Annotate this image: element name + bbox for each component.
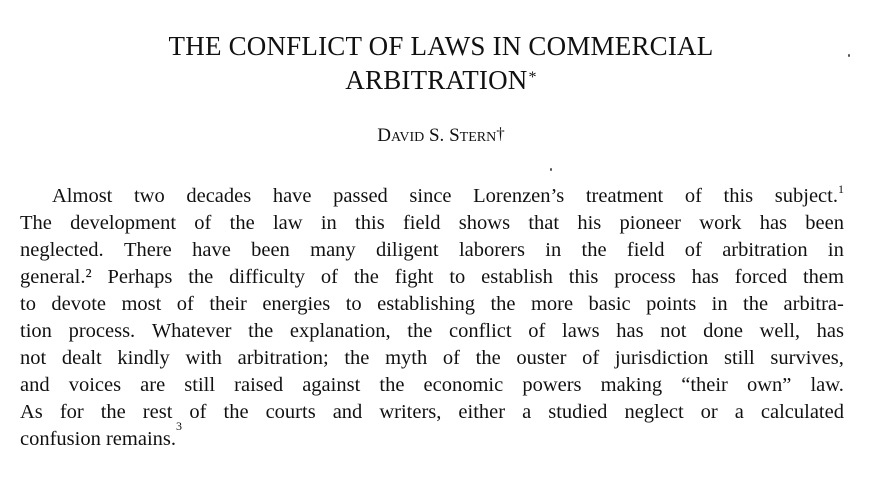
word: in (320, 212, 337, 234)
paragraph-line (20, 372, 844, 399)
word: the (100, 401, 126, 423)
word: neglect (624, 401, 684, 423)
word: has (616, 320, 644, 342)
word: of (684, 185, 702, 207)
word: myth (385, 347, 428, 369)
word: and (332, 401, 363, 423)
author-last-smallcaps: TERN (459, 130, 497, 145)
word: still (184, 374, 216, 396)
word: of (320, 266, 338, 288)
word: own” (746, 374, 792, 396)
paragraph-line (20, 419, 844, 453)
article-title-text: ARBITRATION (345, 65, 528, 95)
word: diligent (375, 239, 439, 261)
word: points (646, 293, 697, 315)
word: neglected. (20, 239, 104, 261)
paragraph-line (20, 210, 844, 237)
word: his (577, 212, 602, 234)
word: pioneer (619, 212, 682, 234)
word: a (522, 401, 532, 423)
word: Whatever (151, 320, 232, 342)
word: dealt (61, 347, 102, 369)
word: not (20, 347, 47, 369)
word: arbitration (722, 239, 808, 261)
word: energies (262, 293, 331, 315)
word: subject.$^1$ (774, 182, 844, 207)
word: explanation, (289, 320, 391, 342)
word: making (600, 374, 663, 396)
word: shows (458, 212, 511, 234)
word: decades (186, 185, 252, 207)
word: to (20, 293, 36, 315)
word: to (345, 293, 362, 315)
word: As (20, 401, 43, 423)
author-footnote-mark: † (496, 124, 505, 143)
word: the (407, 320, 433, 342)
word: or (700, 401, 718, 423)
word: treatment (585, 185, 664, 207)
word: process (614, 266, 676, 288)
word: difficulty (229, 266, 306, 288)
footnote-ref: 1 (837, 182, 844, 196)
word: the (581, 239, 607, 261)
word: raised (234, 374, 284, 396)
word: that (528, 212, 560, 234)
word: development (70, 212, 177, 234)
footnote-ref: 3 (176, 419, 182, 433)
scan-speck (550, 168, 552, 171)
author-byline (0, 122, 882, 150)
word: law. (810, 374, 844, 396)
word: are (140, 374, 166, 396)
word: been (251, 239, 290, 261)
word: “their (681, 374, 728, 396)
word: process. (68, 320, 136, 342)
word: have (192, 239, 231, 261)
author-middle: S. (424, 125, 450, 146)
paragraph-line (20, 399, 844, 426)
word: the (490, 293, 516, 315)
word: Almost (52, 185, 113, 207)
word: not (660, 320, 687, 342)
word: conflict (448, 320, 512, 342)
word: with (185, 347, 222, 369)
word: calculated (760, 401, 844, 423)
word: of (528, 320, 546, 342)
word: in (827, 239, 844, 261)
word: Lorenzen’s (473, 185, 565, 207)
article-title-line-1: THE CONFLICT OF LAWS IN COMMERCIAL (168, 31, 714, 61)
word: laws (562, 320, 600, 342)
word: the (379, 374, 405, 396)
paragraph-line (20, 183, 844, 210)
word: the (188, 266, 214, 288)
word: the (353, 266, 379, 288)
word: economic (423, 374, 504, 396)
word: of (442, 347, 460, 369)
word: against (302, 374, 361, 396)
word: kindly (117, 347, 170, 369)
word: writers, (379, 401, 442, 423)
word: of (176, 293, 194, 315)
word: either (458, 401, 506, 423)
word: the (223, 401, 249, 423)
word: rest (142, 401, 173, 423)
word: the (229, 212, 255, 234)
word: laborers (458, 239, 525, 261)
paragraph-line (20, 291, 844, 318)
word: field (402, 212, 441, 234)
word: ouster (516, 347, 567, 369)
author-last-initial: S (449, 125, 460, 146)
word: devote (51, 293, 107, 315)
word: of (582, 347, 600, 369)
word: the (344, 347, 370, 369)
word: work (699, 212, 742, 234)
title-footnote-mark: * (528, 69, 537, 86)
word: establish (481, 266, 553, 288)
word: basic (588, 293, 631, 315)
scan-speck (848, 54, 850, 57)
word: law (272, 212, 303, 234)
word: arbitration; (237, 347, 329, 369)
word: done (703, 320, 743, 342)
word: this (568, 266, 599, 288)
word: has (816, 320, 844, 342)
word: fight (394, 266, 434, 288)
word: well, (759, 320, 801, 342)
word: this (723, 185, 754, 207)
word: arbitra- (783, 293, 844, 315)
paragraph-line (20, 237, 844, 264)
author-first-initial: D (377, 125, 392, 146)
word: this (355, 212, 385, 234)
word: in (711, 293, 728, 315)
word: powers (522, 374, 582, 396)
word: for (59, 401, 84, 423)
word: their (209, 293, 247, 315)
paragraph-line (20, 318, 844, 345)
word: still (723, 347, 755, 369)
paragraph-line (20, 264, 844, 291)
word: of (194, 212, 212, 234)
line-text: confusion remains. (20, 428, 176, 450)
word: The (20, 212, 52, 234)
word: There (123, 239, 172, 261)
word: two (133, 185, 165, 207)
word: has (759, 212, 788, 234)
word: passed (333, 185, 388, 207)
word: and (20, 374, 50, 396)
word: forced (734, 266, 788, 288)
word: studied (548, 401, 608, 423)
word: the (743, 293, 769, 315)
word: more (530, 293, 574, 315)
word: them (802, 266, 844, 288)
word: to (449, 266, 466, 288)
author-first-smallcaps: AVID (391, 130, 425, 145)
word: the (475, 347, 501, 369)
word: a (734, 401, 744, 423)
word: since (409, 185, 452, 207)
word: of (189, 401, 207, 423)
word: been (805, 212, 844, 234)
word: most (121, 293, 162, 315)
word: general.² (20, 266, 92, 288)
word: tion (20, 320, 52, 342)
word: many (310, 239, 356, 261)
word: voices (68, 374, 122, 396)
body-paragraph (20, 183, 844, 453)
word: has (691, 266, 719, 288)
word: jurisdiction (614, 347, 709, 369)
article-title-line-2 (0, 62, 882, 96)
word: of (684, 239, 702, 261)
word: have (272, 185, 312, 207)
word: survives, (770, 347, 844, 369)
word: in (545, 239, 562, 261)
word: the (248, 320, 274, 342)
paragraph-line (20, 345, 844, 372)
word: establishing (377, 293, 476, 315)
word: Perhaps (107, 266, 173, 288)
word: courts (265, 401, 316, 423)
word: field (626, 239, 665, 261)
